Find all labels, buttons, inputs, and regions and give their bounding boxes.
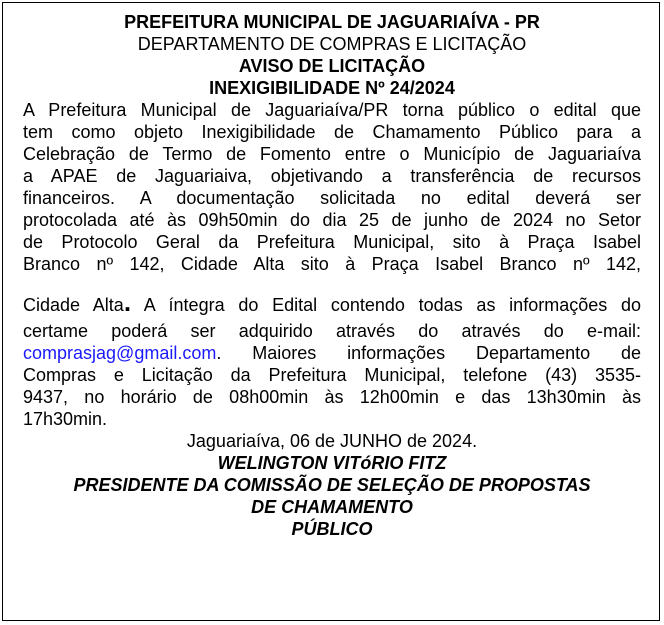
body-line: tem como objeto Inexigibilidade de Chamamento Público para a	[23, 122, 641, 142]
body-line: Compras e Licitação da Prefeitura Municipal, telefone (43) 3535-	[23, 365, 641, 385]
signer-role: DE CHAMAMENTO	[251, 497, 413, 517]
body-line: 9437, no horário de 08h00min às 12h00min e das 13h30min às	[23, 387, 641, 407]
body-line: protocolada até às 09h50min do dia 25 de junho de 2024 no Setor	[23, 210, 641, 230]
body-text: . Maiores informações Departamento de	[216, 343, 641, 363]
signer-role: PÚBLICO	[291, 519, 373, 539]
paragraph-gap	[23, 275, 641, 291]
body-line: certame poderá ser adquirido através do através do e-mail:	[23, 321, 641, 341]
body-line: 17h30min.	[23, 409, 108, 429]
notice-content	[23, 11, 641, 540]
body-line	[23, 342, 641, 364]
header-departamento: DEPARTAMENTO DE COMPRAS E LICITAÇÃO	[137, 34, 527, 54]
header-inexigibilidade: INEXIGIBILIDADE Nº 24/2024	[209, 78, 455, 98]
header-prefeitura: PREFEITURA MUNICIPAL DE JAGUARIAÍVA - PR	[124, 12, 540, 32]
body-period: .	[123, 287, 132, 317]
body-line: Celebração de Termo de Fomento entre o Município de Jaguariaíva	[23, 144, 641, 164]
body-line: a APAE de Jaguariaiva, objetivando a transferência de recursos	[23, 166, 641, 186]
body-line: Branco nº 142, Cidade Alta sito à Praça Isabel Branco nº 142,	[23, 254, 641, 274]
body-line: A Prefeitura Municipal de Jaguariaíva/PR torna público o edital que	[23, 100, 641, 120]
body-line: de Protocolo Geral da Prefeitura Municipal, sito à Praça Isabel	[23, 232, 641, 252]
date-line: Jaguariaíva, 06 de JUNHO de 2024.	[186, 431, 478, 451]
signer-name: WELINGTON VITóRIO FITZ	[217, 453, 447, 473]
header-aviso: AVISO DE LICITAÇÃO	[238, 56, 426, 76]
body-line	[23, 287, 641, 317]
body-line: financeiros. A documentação solicitada no edital deverá ser	[23, 188, 641, 208]
body-text: A íntegra do Edital contendo todas as informações do	[131, 295, 641, 315]
email-link[interactable]: comprasjag@gmail.com	[23, 343, 217, 363]
signer-role: PRESIDENTE DA COMISSÃO DE SELEÇÃO DE PROPOSTAS	[73, 475, 591, 495]
body-text: Cidade Alta	[23, 295, 124, 315]
